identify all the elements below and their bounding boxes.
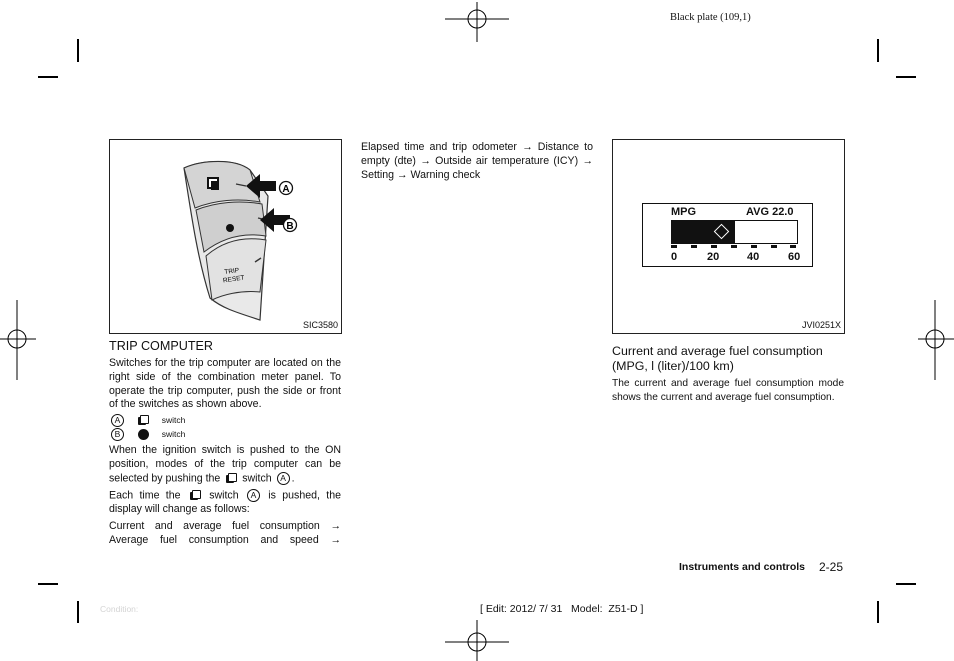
lcd-panel: [642, 203, 813, 267]
cycle-end: is pushed, the display will change as follows:: [109, 489, 341, 516]
scale-ticks: [671, 245, 798, 249]
trip-label: TRIP: [223, 267, 240, 277]
fuel-consumption-heading: Current and average fuel consumption (MPG, l (liter)/100 km): [612, 344, 823, 373]
cycle-paragraph: [109, 489, 341, 517]
scale-label-20: 20: [707, 251, 720, 263]
registration-mark-top: [445, 2, 509, 42]
sequence-line-2: Average fuel consumption and speed →: [109, 534, 341, 546]
reset-label: RESET: [222, 274, 246, 285]
figure-code: SIC3580: [302, 320, 338, 330]
mode-select-letter: A: [277, 472, 290, 485]
steering-switch-illustration: [110, 140, 341, 333]
square-switch-icon: [190, 490, 200, 501]
sequence-continued: Elapsed time and trip odometer → Distance to empty (dte) → Outside air temperature (ICY) → Setting → Warning check: [361, 141, 593, 181]
registration-mark-left: [0, 300, 36, 380]
page-number: 2-25: [819, 560, 844, 574]
fuel-consumption-body: The current and average fuel consumption mode shows the current and average fuel consumption.: [612, 378, 844, 403]
legend-label-b: switch: [161, 429, 186, 439]
switch-figure: [109, 139, 342, 334]
intro-paragraph: Switches for the trip computer are located on the right side of the combination meter panel. To operate the trip computer, push the side or front of the switches as shown above.: [109, 357, 341, 411]
figure-label-a: A: [282, 184, 290, 195]
scale-label-60: 60: [788, 251, 801, 263]
legend-row-a: [109, 414, 185, 427]
square-switch-icon: [138, 415, 148, 426]
cycle-start: Each time the: [109, 489, 181, 502]
fuel-bar-track: [671, 220, 798, 244]
legend-label-a: switch: [161, 415, 186, 425]
dot-switch-icon: [138, 429, 149, 440]
condition-label: Condition:: [100, 604, 139, 614]
lcd-avg-label: AVG 22.0: [746, 206, 794, 218]
figure-label-b: B: [286, 221, 294, 232]
cycle-switch: switch: [209, 489, 239, 502]
mode-select-end: .: [291, 471, 295, 484]
mode-select-paragraph: [109, 444, 341, 486]
mode-select-switch: switch: [242, 471, 272, 484]
sequence-line-1: Current and average fuel consumption →: [109, 520, 341, 532]
section-heading: TRIP COMPUTER: [109, 339, 214, 353]
registration-mark-right: [918, 300, 954, 380]
figure-code: JVI0251X: [801, 320, 841, 330]
legend-letter-a: A: [111, 414, 124, 427]
plate-label: Black plate (109,1): [670, 12, 751, 23]
section-footer-label: Instruments and controls: [679, 561, 806, 573]
mode-select-text: When the ignition switch is pushed to the ON position, modes of the trip computer can be selected by pushing the: [109, 444, 341, 484]
scale-label-40: 40: [747, 251, 760, 263]
scale-label-0: 0: [671, 251, 678, 263]
lcd-mpg-label: MPG: [671, 206, 697, 218]
square-switch-icon: [226, 473, 236, 484]
legend-row-b: [109, 428, 185, 441]
cycle-letter: A: [247, 489, 260, 502]
legend-letter-b: B: [111, 428, 124, 441]
edit-info: [ Edit: 2012/ 7/ 31 Model: Z51-D ]: [480, 603, 644, 615]
registration-mark-bottom: [445, 620, 509, 661]
display-figure: [612, 139, 845, 334]
